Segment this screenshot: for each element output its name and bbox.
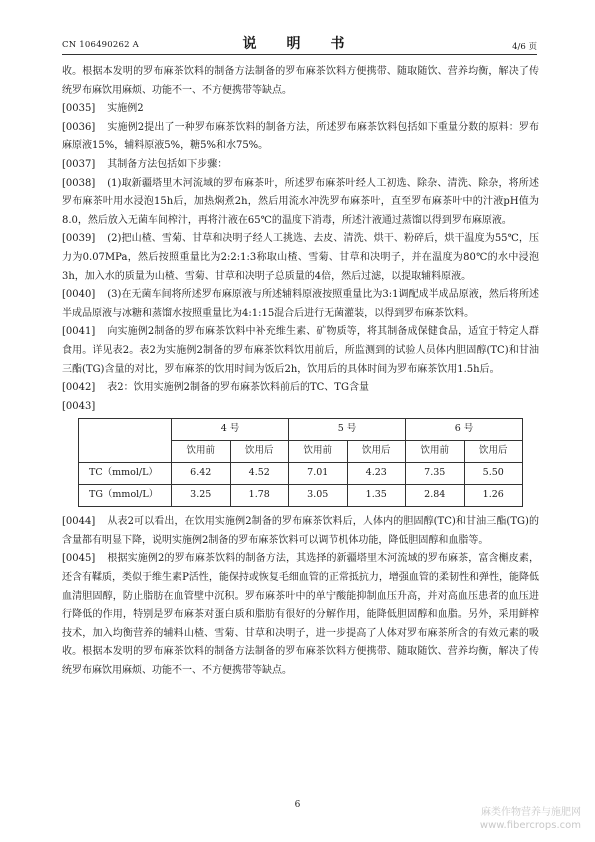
watermark-name: 麻类作物营养与施肥网 xyxy=(481,807,581,818)
subheader-cell: 饮用后 xyxy=(464,441,523,463)
paragraph-number: [0045] xyxy=(62,553,96,565)
table-cell: 3.05 xyxy=(289,485,348,507)
paragraph-number: [0041] xyxy=(62,326,96,338)
paragraph-continued: 收。根据本发明的罗布麻茶饮料的制备方法制备的罗布麻茶饮料方便携带、随取随饮、营养均衡，解决了传统罗布麻饮用麻烦、功能不一、不方便携带等缺点。 xyxy=(62,66,539,96)
table-cell: 1.35 xyxy=(347,485,406,507)
group-header-5: 5 号 xyxy=(289,419,406,441)
paragraph-number: [0035] xyxy=(62,103,96,115)
table-corner-cell xyxy=(79,419,172,463)
paragraph-text: (1)取新疆塔里木河流域的罗布麻茶叶，所述罗布麻茶叶经人工初选、除杂、清洗、除杂，将所述罗布麻茶叶用水浸泡15h后，加热焖煮2h，然后用流水冲洗罗布麻茶叶，直至罗布麻茶叶中的汁液pH值为8.0，然后放入无菌车间榨汁，再将汁液在65℃的温度下消毒，所述汁液通过蒸馏以得到罗布麻原液。 xyxy=(62,177,539,226)
paragraph-text: (2)把山楂、雪菊、甘草和决明子经人工挑选、去皮、清洗、烘干、粉碎后，烘干温度为55℃，压力为0.07MPa，然后按照重量比为2:2:1:3称取山楂、雪菊、甘草和决明子，并在温度为80℃的水中浸泡3h，加入水的质量为山楂、雪菊、甘草和决明子总质量的4倍，然后过滤，以提取辅料原液。 xyxy=(62,233,539,282)
page-number: 6 xyxy=(294,800,301,810)
table-cell: 1.26 xyxy=(464,485,523,507)
paragraph-0040 xyxy=(62,286,539,323)
table-cell: 3.25 xyxy=(172,485,231,507)
patent-number: CN 106490262 A xyxy=(62,40,139,50)
watermark xyxy=(480,806,581,832)
paragraph-text: 其制备方法包括如下步骤： xyxy=(107,158,228,170)
table-group-header-row xyxy=(79,419,523,441)
paragraph-text: 从表2可以看出，在饮用实施例2制备的罗布麻茶饮料后，人体内的胆固醇(TC)和甘油三酯(TG)的含量都有明显下降，说明实施例2制备的罗布麻茶饮料可以调节机体功能，降低胆固醇和血脂等。 xyxy=(62,516,539,546)
paragraph-0045 xyxy=(62,550,539,680)
table-row-tc xyxy=(79,463,523,485)
paragraph-number: [0037] xyxy=(62,158,96,170)
subheader-cell: 饮用后 xyxy=(347,441,406,463)
paragraph-0035 xyxy=(62,100,539,119)
paragraph-0044 xyxy=(62,513,539,550)
paragraph-number: [0042] xyxy=(62,382,96,394)
paragraph-0041 xyxy=(62,323,539,379)
table-cell: 7.01 xyxy=(289,463,348,485)
table-cell: 2.84 xyxy=(406,485,465,507)
paragraph-0036 xyxy=(62,119,539,156)
paragraph-text: 实施例2提出了一种罗布麻茶饮料的制备方法，所述罗布麻茶饮料包括如下重量分数的原料：罗布麻原液15%，辅料原液5%，糖5%和水75%。 xyxy=(62,121,539,152)
header-divider xyxy=(62,54,537,55)
row-label: TG（mmol/L） xyxy=(79,485,172,507)
table-cell: 6.42 xyxy=(172,463,231,485)
paragraph-0038 xyxy=(62,175,539,231)
lipid-table xyxy=(78,418,523,507)
table-cell: 5.50 xyxy=(464,463,523,485)
table-row-tg xyxy=(79,485,523,507)
subheader-cell: 饮用前 xyxy=(406,441,465,463)
paragraph-number: [0040] xyxy=(62,289,96,301)
paragraph-number: [0043] xyxy=(62,400,96,412)
document-title: 说 明 书 xyxy=(242,36,353,52)
paragraph-text: 向实施例2制备的罗布麻茶饮料中补充维生素、矿物质等，将其制备成保健食品，适宜于特定人群食用。详见表2。表2为实施例2制备的罗布麻茶饮料饮用前后，所监测到的试验人员体内胆固醇(TC)和甘油三酯(TG)含量的对比，罗布麻茶的饮用时间为饭后2h，饮用后的具体时间为罗布麻茶饮用1.5h后。 xyxy=(62,326,539,375)
paragraph-number: [0044] xyxy=(62,516,96,528)
paragraph-text: (3)在无菌车间将所述罗布麻原液与所述辅料原液按照重量比为3:1调配成半成品原液，然后将所述半成品原液与冰糖和蒸馏水按照重量比为4:1:15混合后进行无菌灌装，以得到罗布麻茶饮料。 xyxy=(62,289,539,319)
group-header-4: 4 号 xyxy=(172,419,289,441)
paragraph-number: [0039] xyxy=(62,233,96,245)
subheader-cell: 饮用后 xyxy=(230,441,289,463)
paragraph-text: 根据实施例2的罗布麻茶饮料的制备方法，其选择的新疆塔里木河流域的罗布麻茶，富含槲皮素，还含有鞣质，类似于维生素P活性，能保持或恢复毛细血管的正常抵抗力，增强血管的柔韧性和弹性，能降低血清胆固醇，防止脂肪在血管壁中沉积。罗布麻茶叶中的单宁酸能抑制血压升高，并对高血压患者的血压进行降低的作用，特别是罗布麻茶对蛋白质和脂肪有很好的分解作用，能降低胆固醇和血脂。另外，采用鲜榨技术，加入均衡营养的辅料山楂、雪菊、甘草和决明子，进一步提高了人体对罗布麻茶所含的有效元素的吸收。根据本发明的罗布麻茶饮料的制备方法制备的罗布麻茶饮料方便携带、随取随饮、营养均衡，解决了传统罗布麻饮用麻烦、功能不一、不方便携带等缺点。 xyxy=(62,553,539,677)
table-cell: 4.52 xyxy=(230,463,289,485)
subheader-cell: 饮用前 xyxy=(172,441,231,463)
paragraph-number: [0036] xyxy=(62,121,96,133)
subheader-cell: 饮用前 xyxy=(289,441,348,463)
table-cell: 7.35 xyxy=(406,463,465,485)
paragraph-text: 实施例2 xyxy=(107,103,144,115)
watermark-url: www.fibercrops.com xyxy=(479,820,581,831)
paragraph-0043 xyxy=(62,398,539,417)
paragraph-0037 xyxy=(62,156,539,175)
paragraph-0042 xyxy=(62,379,539,398)
row-label: TC（mmol/L） xyxy=(79,463,172,485)
page-indicator: 4/6 页 xyxy=(512,42,537,52)
table-cell: 1.78 xyxy=(230,485,289,507)
document-body xyxy=(62,63,539,681)
table-caption: 表2：饮用实施例2制备的罗布麻茶饮料前后的TC、TG含量 xyxy=(107,382,369,394)
group-header-6: 6 号 xyxy=(406,419,523,441)
paragraph-0039 xyxy=(62,230,539,286)
table-cell: 4.23 xyxy=(347,463,406,485)
paragraph-number: [0038] xyxy=(62,177,96,189)
